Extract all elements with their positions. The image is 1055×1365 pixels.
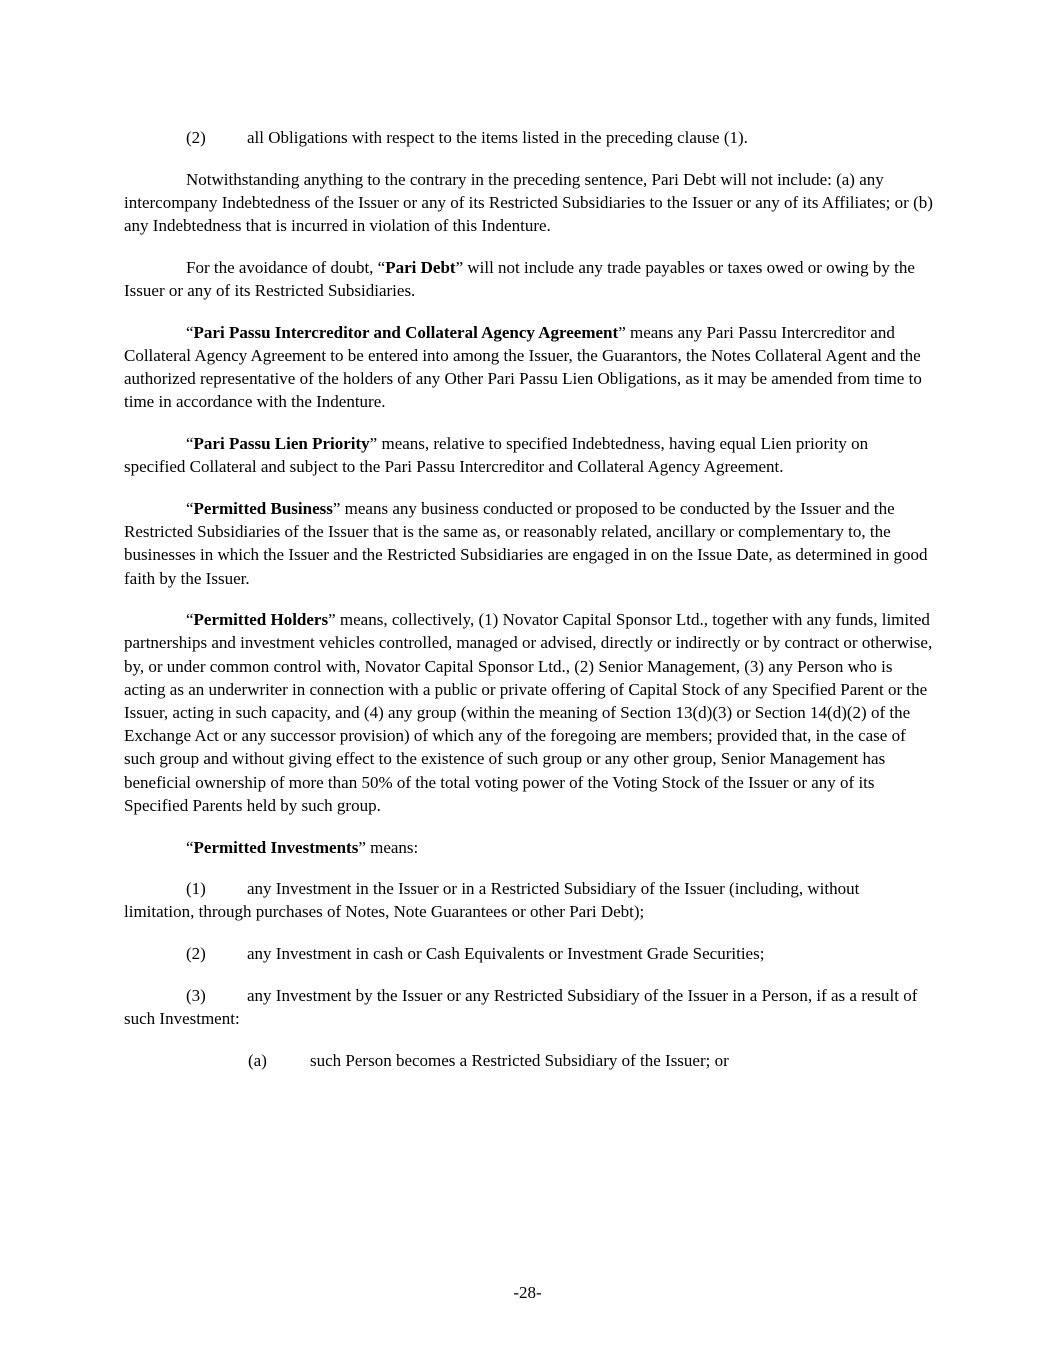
text-run: any Investment in the Issuer or in a Restricted Subsidiary of the Issuer (including, without limitation, through purchases of Notes, Note Guarantees or other Pari Debt); xyxy=(124,879,860,922)
text-run: ” means, collectively, (1) Novator Capital Sponsor Ltd., together with any funds, limited partnerships and investment vehicles controlled, managed or advised, directly or indirectly or by contract or otherwise, by, or under common control with, Novator Capital Sponsor Ltd., (2) Senior Management, (3) any Person who is acting as an underwriter in connection with a public or private offering of Capital Stock of any Specified Parent or the Issuer, acting in such capacity, and (4) any group (within the meaning of Section 13(d)(3) or Section 14(d)(2) of the Exchange Act or any successor provision) of which any of the foregoing are members; provided that, in the case of such group and without giving effect to the existence of such group or any other group, Senior Management has beneficial ownership of more than 50% of the total voting power of the Voting Stock of the Issuer or any of its Specified Parents held by such group. xyxy=(124,610,933,815)
paragraph xyxy=(124,321,933,414)
list-label: (3) xyxy=(186,985,206,1005)
paragraph xyxy=(124,836,933,859)
text-run: ” means any business conducted or proposed to be conducted by the Issuer and the Restricted Subsidiaries of the Issuer that is the same as, or reasonably related, ancillary or complementary to, the businesses in which the Issuer and the Restricted Subsidiaries are engaged in on the Issue Date, as determined in good faith by the Issuer. xyxy=(124,498,928,588)
defined-term: Pari Passu Intercreditor and Collateral Agency Agreement xyxy=(193,322,619,342)
paragraph xyxy=(124,432,933,478)
text-run: Notwithstanding anything to the contrary in the preceding sentence, Pari Debt will not include: (a) any intercompany Indebtedness of the Issuer or any of its Restricted Subsidiaries to the Issuer or any of its Affiliates; or (b) any Indebtedness that is incurred in violation of this Indenture. xyxy=(124,169,933,236)
list-label: (a) xyxy=(248,1050,267,1070)
list-label: (1) xyxy=(186,879,206,899)
paragraph xyxy=(124,497,933,590)
text-run: ” means: xyxy=(358,837,419,857)
text-run: any Investment in cash or Cash Equivalents or Investment Grade Securities; xyxy=(247,944,765,964)
paragraph xyxy=(124,256,933,302)
document-body xyxy=(124,126,933,1091)
paragraph xyxy=(124,1049,933,1072)
paragraph xyxy=(124,168,933,238)
text-run: “ xyxy=(186,610,194,630)
defined-term: Permitted Business xyxy=(193,498,333,518)
defined-term: Pari Debt xyxy=(385,257,456,277)
text-run: such Person becomes a Restricted Subsidiary of the Issuer; or xyxy=(310,1050,729,1070)
paragraph xyxy=(124,126,933,149)
text-run: ” means any Pari Passu Intercreditor and Collateral Agency Agreement to be entered into among the Issuer, the Guarantors, the Notes Collateral Agent and the authorized representative of the holders of any Other Pari Passu Lien Obligations, as it may be amended from time to time in accordance with the Indenture. xyxy=(124,322,922,412)
paragraph xyxy=(124,942,933,965)
defined-term: Permitted Holders xyxy=(193,610,329,630)
text-run: “ xyxy=(186,498,194,518)
list-label: (2) xyxy=(186,944,206,964)
text-run: For the avoidance of doubt, “ xyxy=(186,257,386,277)
text-run: “ xyxy=(186,322,194,342)
list-label: (2) xyxy=(186,128,206,147)
paragraph xyxy=(124,877,933,923)
text-run: “ xyxy=(186,434,194,454)
text-run: any Investment by the Issuer or any Restricted Subsidiary of the Issuer in a Person, if as a result of such Investment: xyxy=(124,985,918,1029)
paragraph xyxy=(124,608,933,817)
defined-term: Permitted Investments xyxy=(193,837,359,857)
page-number: -28- xyxy=(513,1283,542,1302)
text-run: ” means, relative to specified Indebtedness, having equal Lien priority on specified Collateral and subject to the Pari Passu Intercreditor and Collateral Agency Agreement. xyxy=(124,434,869,477)
defined-term: Pari Passu Lien Priority xyxy=(193,434,370,454)
text-run: “ xyxy=(186,837,194,857)
paragraph xyxy=(124,984,933,1030)
text-run: ” will not include any trade payables or taxes owed or owing by the Issuer or any of its Restricted Subsidiaries. xyxy=(124,257,915,301)
text-run: all Obligations with respect to the items listed in the preceding clause (1). xyxy=(247,128,748,147)
